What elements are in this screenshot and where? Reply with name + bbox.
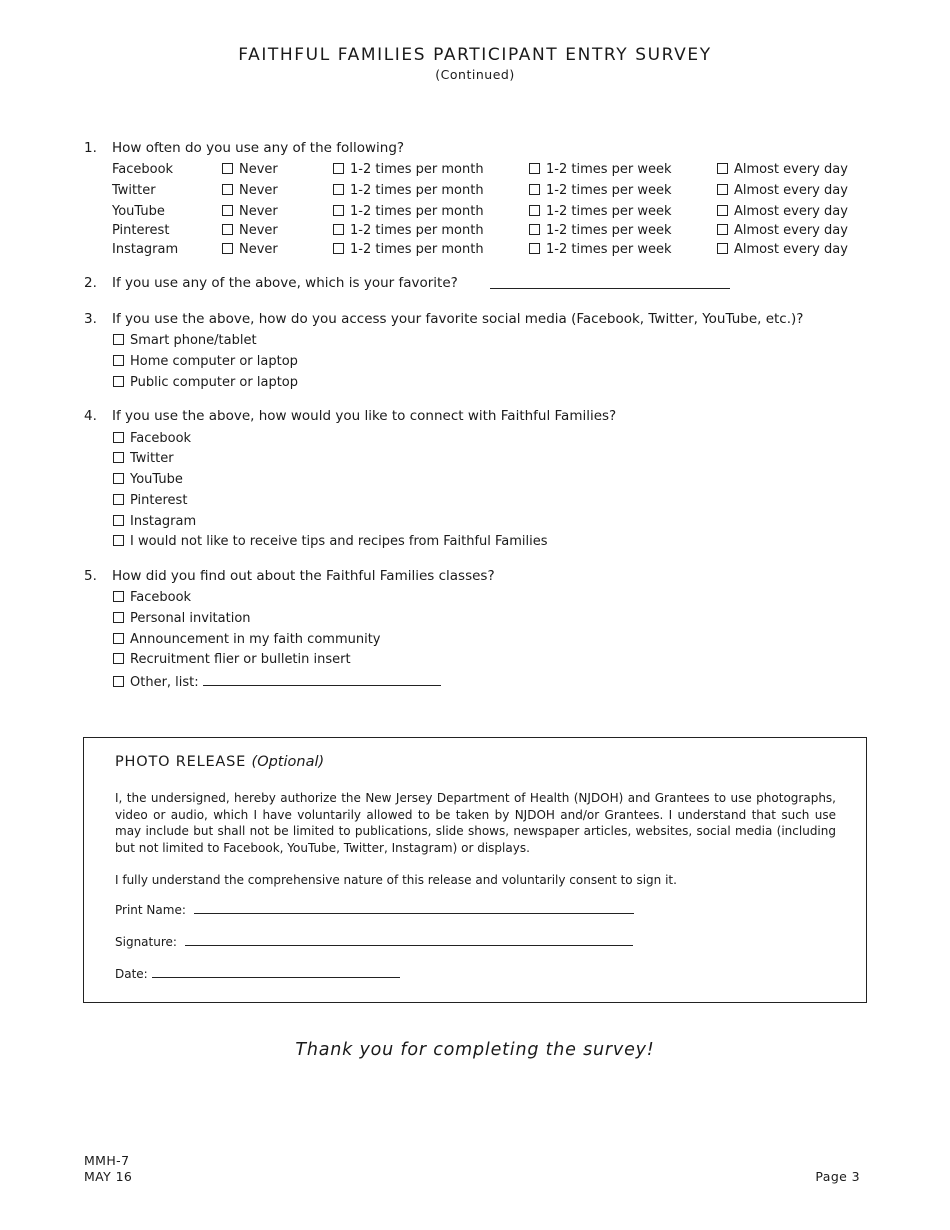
checkbox[interactable]	[113, 494, 124, 505]
signature-label: Signature:	[115, 935, 177, 949]
option-weekly[interactable]: 1-2 times per week	[529, 183, 672, 198]
other-input[interactable]	[203, 673, 441, 686]
platform-label: Instagram	[112, 242, 179, 257]
checkbox[interactable]	[222, 205, 233, 216]
question-text: If you use any of the above, which is your favorite?	[112, 275, 458, 291]
checkbox[interactable]	[333, 205, 344, 216]
q3-option-home-computer[interactable]: Home computer or laptop	[113, 354, 298, 369]
question-1	[84, 140, 404, 156]
platform-label: YouTube	[112, 204, 165, 219]
page-number: Page 3	[815, 1169, 860, 1184]
date-line	[115, 965, 400, 981]
date-label: Date:	[115, 967, 148, 981]
print-name-label: Print Name:	[115, 903, 186, 917]
print-name-input[interactable]	[194, 901, 634, 914]
checkbox[interactable]	[717, 243, 728, 254]
question-number: 3.	[84, 311, 97, 327]
option-weekly[interactable]: 1-2 times per week	[529, 204, 672, 219]
photo-release-text	[115, 790, 836, 889]
checkbox[interactable]	[113, 452, 124, 463]
form-revision: MAY 16	[84, 1169, 133, 1184]
print-name-line	[115, 901, 634, 917]
signature-line	[115, 933, 633, 949]
question-number: 4.	[84, 408, 97, 424]
option-monthly[interactable]: 1-2 times per month	[333, 183, 484, 198]
consent-paragraph: I fully understand the comprehensive nature of this release and voluntarily consent to sign it.	[115, 873, 677, 887]
q4-option-instagram[interactable]: Instagram	[113, 514, 196, 529]
option-monthly[interactable]: 1-2 times per month	[333, 242, 484, 257]
checkbox[interactable]	[113, 355, 124, 366]
form-code: MMH-7	[84, 1153, 130, 1168]
checkbox[interactable]	[717, 205, 728, 216]
question-text: If you use the above, how do you access your favorite social media (Facebook, Twitter, YouTube, etc.)?	[112, 311, 804, 327]
question-text: How often do you use any of the following?	[112, 140, 405, 156]
question-number: 2.	[84, 275, 97, 291]
question-3	[84, 311, 803, 327]
checkbox[interactable]	[717, 224, 728, 235]
q5-option-flier[interactable]: Recruitment flier or bulletin insert	[113, 652, 351, 667]
q5-option-facebook[interactable]: Facebook	[113, 590, 191, 605]
checkbox[interactable]	[529, 205, 540, 216]
q5-option-announcement[interactable]: Announcement in my faith community	[113, 632, 381, 647]
q4-option-opt-out[interactable]: I would not like to receive tips and recipes from Faithful Families	[113, 534, 548, 549]
option-monthly[interactable]: 1-2 times per month	[333, 223, 484, 238]
q4-option-twitter[interactable]: Twitter	[113, 451, 174, 466]
question-text: How did you find out about the Faithful Families classes?	[112, 568, 495, 584]
q5-option-invitation[interactable]: Personal invitation	[113, 611, 251, 626]
option-never[interactable]: Never	[222, 204, 278, 219]
q3-option-public-computer[interactable]: Public computer or laptop	[113, 375, 298, 390]
checkbox[interactable]	[113, 432, 124, 443]
option-weekly[interactable]: 1-2 times per week	[529, 162, 672, 177]
q5-option-other[interactable]: Other, list:	[113, 673, 441, 690]
closing-message: Thank you for completing the survey!	[295, 1040, 655, 1060]
checkbox[interactable]	[333, 224, 344, 235]
photo-release-box	[83, 737, 867, 1003]
release-paragraph: I, the undersigned, hereby authorize the New Jersey Department of Health (NJDOH) and Grantees to use photographs, video or audio, which I have voluntarily allowed to be taken by NJDOH and/or Grantees. I understand that such use may include but shall not be limited to publications, slide shows, newspaper articles, websites, social media (including but not limited to Facebook, YouTube, Twitter, Instagram) or displays.	[115, 791, 836, 855]
checkbox[interactable]	[529, 163, 540, 174]
checkbox[interactable]	[333, 184, 344, 195]
option-weekly[interactable]: 1-2 times per week	[529, 223, 672, 238]
option-weekly[interactable]: 1-2 times per week	[529, 242, 672, 257]
question-2	[84, 275, 458, 291]
option-daily[interactable]: Almost every day	[717, 223, 848, 238]
checkbox[interactable]	[333, 243, 344, 254]
survey-title: FAITHFUL FAMILIES PARTICIPANT ENTRY SURVEY	[238, 45, 712, 65]
checkbox[interactable]	[529, 243, 540, 254]
option-daily[interactable]: Almost every day	[717, 204, 848, 219]
option-daily[interactable]: Almost every day	[717, 183, 848, 198]
checkbox[interactable]	[113, 376, 124, 387]
option-daily[interactable]: Almost every day	[717, 162, 848, 177]
option-never[interactable]: Never	[222, 242, 278, 257]
option-never[interactable]: Never	[222, 183, 278, 198]
question-4	[84, 408, 616, 424]
q3-option-smartphone[interactable]: Smart phone/tablet	[113, 333, 257, 348]
checkbox[interactable]	[529, 184, 540, 195]
checkbox[interactable]	[222, 243, 233, 254]
checkbox[interactable]	[222, 224, 233, 235]
checkbox[interactable]	[222, 184, 233, 195]
platform-label: Facebook	[112, 162, 174, 177]
checkbox[interactable]	[717, 163, 728, 174]
checkbox[interactable]	[113, 535, 124, 546]
checkbox[interactable]	[113, 633, 124, 644]
checkbox[interactable]	[529, 224, 540, 235]
checkbox[interactable]	[113, 653, 124, 664]
checkbox[interactable]	[113, 334, 124, 345]
option-monthly[interactable]: 1-2 times per month	[333, 204, 484, 219]
checkbox[interactable]	[222, 163, 233, 174]
option-monthly[interactable]: 1-2 times per month	[333, 162, 484, 177]
checkbox[interactable]	[333, 163, 344, 174]
checkbox[interactable]	[113, 473, 124, 484]
checkbox[interactable]	[113, 591, 124, 602]
date-input[interactable]	[152, 965, 400, 978]
checkbox[interactable]	[717, 184, 728, 195]
platform-label: Twitter	[112, 183, 156, 198]
option-daily[interactable]: Almost every day	[717, 242, 848, 257]
photo-release-heading: PHOTO RELEASE (Optional)	[115, 754, 325, 770]
question-5	[84, 568, 495, 584]
q4-option-pinterest[interactable]: Pinterest	[113, 493, 187, 508]
q4-option-youtube[interactable]: YouTube	[113, 472, 183, 487]
question-number: 5.	[84, 568, 97, 584]
favorite-input[interactable]	[490, 276, 730, 289]
checkbox[interactable]	[113, 612, 124, 623]
question-text: If you use the above, how would you like to connect with Faithful Families?	[112, 408, 617, 424]
option-never[interactable]: Never	[222, 223, 278, 238]
survey-subtitle: (Continued)	[435, 67, 515, 82]
q4-option-facebook[interactable]: Facebook	[113, 431, 191, 446]
question-number: 1.	[84, 140, 97, 156]
checkbox[interactable]	[113, 515, 124, 526]
checkbox[interactable]	[113, 676, 124, 687]
platform-label: Pinterest	[112, 223, 170, 238]
signature-input[interactable]	[185, 933, 633, 946]
option-never[interactable]: Never	[222, 162, 278, 177]
